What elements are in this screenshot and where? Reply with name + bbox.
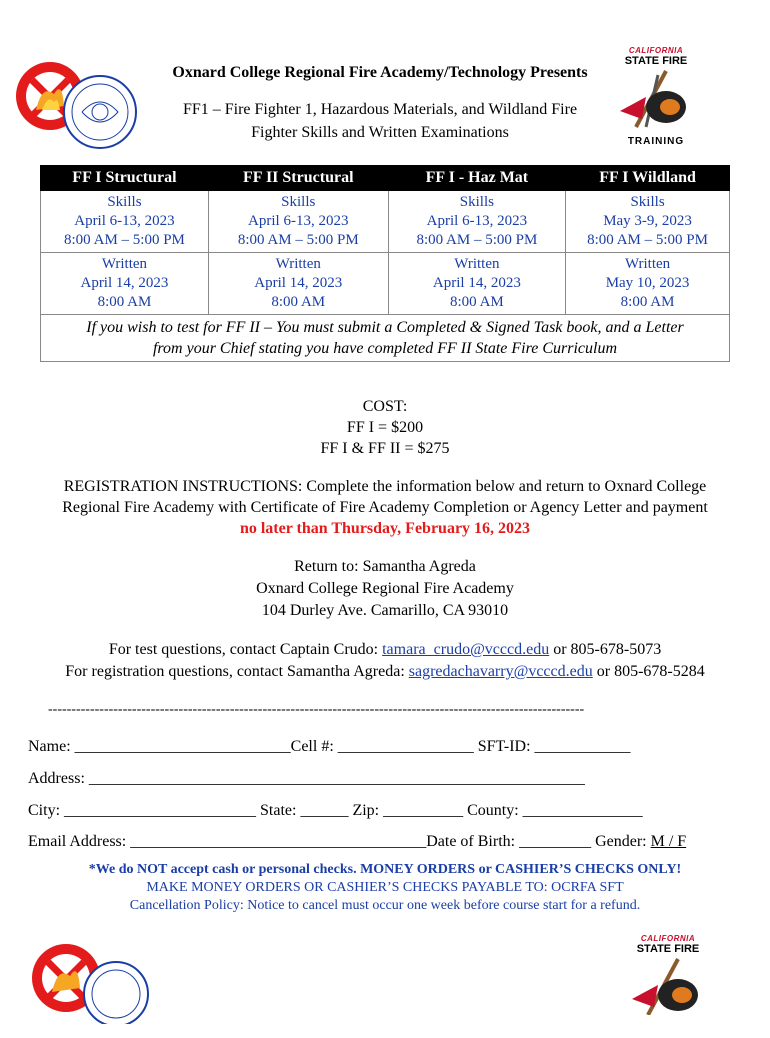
form-city-line[interactable]: City: ________________________ State: ______ Zip: __________ County: _______________ (28, 802, 643, 819)
return-address: Return to: Samantha Agreda Oxnard College Regional Fire Academy 104 Durley Ave. Camarillo, CA 93010 (256, 558, 514, 619)
subtitle-line-1: FF1 – Fire Fighter 1, Hazardous Materials, and Wildland Fire (182, 101, 578, 118)
cost-label: COST: (362, 398, 408, 415)
form-name-line[interactable]: Name: ___________________________Cell #: _________________ SFT-ID: ____________ (28, 738, 631, 755)
table-cell: Skills April 6-13, 2023 8:00 AM – 5:00 PM (208, 191, 388, 253)
registration-instructions: REGISTRATION INSTRUCTIONS: Complete the information below and return to Oxnard College Regional Fire Academy with Certificate of Fire Academy Completion or Agency Letter and payment no later than Thursday, February 16, 2023 (18, 476, 752, 539)
table-header-row (41, 166, 730, 191)
fire-academy-logo-bottom (28, 928, 158, 1038)
payment-notice: *We do NOT accept cash or personal checks. MONEY ORDERS or CASHIER’S CHECKS ONLY! (88, 862, 682, 877)
page-title: Oxnard College Regional Fire Academy/Technology Presents (172, 64, 588, 81)
form-address-line[interactable]: Address: ______________________________________________________________ (28, 770, 585, 787)
logo-california-text: CALIFORNIA (628, 46, 684, 55)
table-cell: Written April 14, 2023 8:00 AM (208, 253, 388, 315)
exam-schedule-table (40, 165, 730, 362)
separator-line: ------------------------------------------------------------------------------------------------------------------- (48, 702, 585, 717)
registration-email-link[interactable]: sagredachavarry@vcccd.edu (408, 663, 593, 680)
subtitle-line-2: Fighter Skills and Written Examinations (251, 124, 509, 141)
column-header: FF I Structural (41, 166, 209, 191)
written-row (41, 253, 730, 315)
table-cell: Written April 14, 2023 8:00 AM (388, 253, 565, 315)
skills-row (41, 191, 730, 253)
cancellation-policy: Cancellation Policy: Notice to cancel must occur one week before course start for a refund. (129, 898, 641, 913)
registration-contact: For registration questions, contact Samantha Agreda: sagredachavarry@vcccd.edu or 805-678-5284 (65, 663, 705, 680)
deadline-text: no later than Thursday, February 16, 2023 (239, 520, 531, 537)
table-cell: Skills May 3-9, 2023 8:00 AM – 5:00 PM (566, 191, 730, 253)
logo-state-fire-text: STATE FIRE (636, 943, 700, 955)
column-header: FF II Structural (208, 166, 388, 191)
page-subtitle (100, 98, 660, 144)
payable-to-notice: MAKE MONEY ORDERS OR CASHIER’S CHECKS PAYABLE TO: OCRFA SFT (146, 880, 624, 895)
logo-state-fire-text: STATE FIRE (624, 55, 688, 67)
gender-options[interactable]: M / F (650, 833, 687, 850)
table-cell: Written April 14, 2023 8:00 AM (41, 253, 209, 315)
column-header: FF I Wildland (566, 166, 730, 191)
note-row (41, 315, 730, 362)
table-cell: Skills April 6-13, 2023 8:00 AM – 5:00 PM (388, 191, 565, 253)
contact-section (0, 639, 770, 683)
form-email-line[interactable]: Email Address: _____________________________________Date of Birth: _________ Gender: M / F (28, 833, 687, 850)
test-email-link[interactable]: tamara_crudo@vcccd.edu (382, 641, 550, 658)
cost-ff1-ff2: FF I & FF II = $275 (320, 440, 450, 457)
table-cell: Written May 10, 2023 8:00 AM (566, 253, 730, 315)
column-header: FF I - Haz Mat (388, 166, 565, 191)
logo-california-text: CALIFORNIA (640, 934, 696, 943)
logo-training-text: TRAINING (627, 136, 685, 147)
test-contact: For test questions, contact Captain Crudo: tamara_crudo@vcccd.edu or 805-678-5073 (108, 641, 662, 658)
cost-ff1: FF I = $200 (346, 419, 424, 436)
state-fire-training-logo-bottom (618, 934, 718, 1034)
table-cell: Skills April 6-13, 2023 8:00 AM – 5:00 PM (41, 191, 209, 253)
ff2-requirement-note: If you wish to test for FF II – You must submit a Completed & Signed Task book, and a Letter from your Chief stating you have completed FF II State Fire Curriculum (41, 315, 730, 362)
cost-section (0, 396, 770, 459)
